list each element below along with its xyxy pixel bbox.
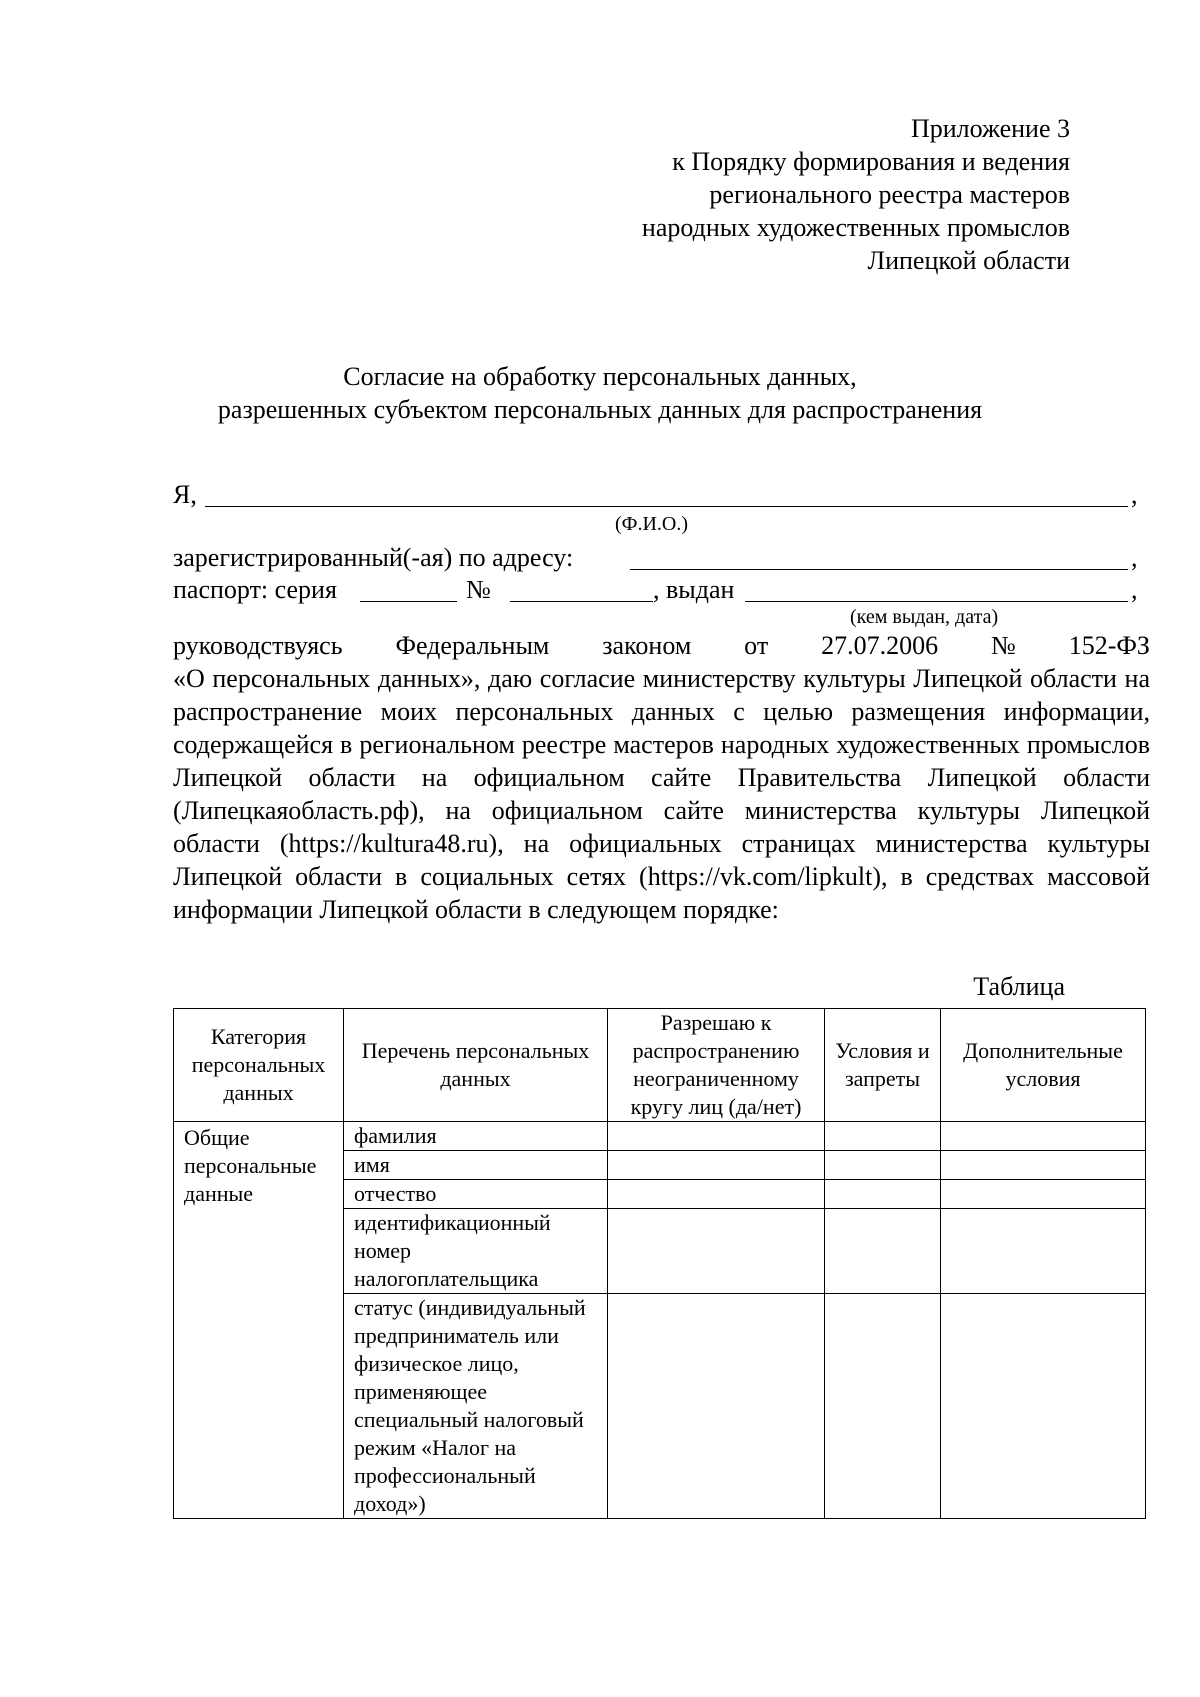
header-conditions: Условия и запреты — [825, 1009, 941, 1122]
comma: , — [1131, 543, 1138, 572]
address-field[interactable] — [630, 569, 1128, 570]
data-item-cell: идентификационный номер налогоплательщика — [344, 1209, 608, 1294]
word: 27.07.2006 — [821, 631, 939, 660]
additional-cell[interactable] — [941, 1151, 1146, 1180]
address-label: зарегистрированный(-ая) по адресу: — [173, 543, 574, 572]
number-sign: № — [466, 575, 491, 604]
issued-by-field[interactable] — [745, 601, 1128, 602]
header-additional: Дополнительные условия — [941, 1009, 1146, 1122]
comma: , — [1131, 480, 1138, 509]
word: 152-ФЗ — [1068, 631, 1150, 660]
conditions-cell[interactable] — [825, 1294, 941, 1519]
title-line-2: разрешенных субъектом персональных данных для распространения — [217, 395, 983, 424]
data-item-cell: статус (индивидуальный предприниматель или физическое лицо, применяющее специальный налоговый режим «Налог на профессиональный доход») — [344, 1294, 608, 1519]
appendix-line: народных художественных промыслов — [641, 213, 1070, 242]
passport-label: паспорт: серия — [173, 575, 337, 604]
personal-data-table — [173, 1008, 1146, 1519]
issued-label: , выдан — [653, 575, 735, 604]
conditions-cell[interactable] — [825, 1151, 941, 1180]
permission-cell[interactable] — [608, 1122, 825, 1151]
appendix-line: регионального реестра мастеров — [709, 180, 1070, 209]
permission-cell[interactable] — [608, 1180, 825, 1209]
category-cell: Общие персональные данные — [174, 1122, 344, 1519]
conditions-cell[interactable] — [825, 1209, 941, 1294]
header-permission: Разрешаю к распространению неограниченному кругу лиц (да/нет) — [608, 1009, 825, 1122]
word: руководствуясь — [173, 631, 343, 660]
additional-cell[interactable] — [941, 1209, 1146, 1294]
word: от — [744, 631, 769, 660]
conditions-cell[interactable] — [825, 1180, 941, 1209]
consent-paragraph — [173, 629, 1150, 926]
additional-cell[interactable] — [941, 1180, 1146, 1209]
data-item-cell: отчество — [344, 1180, 608, 1209]
word: № — [990, 631, 1016, 660]
additional-cell[interactable] — [941, 1294, 1146, 1519]
fio-field[interactable] — [205, 506, 1128, 507]
title-line-1: Согласие на обработку персональных данных, — [343, 362, 857, 391]
passport-number-field[interactable] — [510, 601, 653, 602]
appendix-line: Приложение 3 — [910, 114, 1070, 143]
comma: , — [1131, 575, 1138, 604]
permission-cell[interactable] — [608, 1209, 825, 1294]
document-title — [0, 360, 1200, 426]
appendix-line: к Порядку формирования и ведения — [672, 147, 1070, 176]
word: законом — [602, 631, 692, 660]
header-list: Перечень персональных данных — [344, 1009, 608, 1122]
data-item-cell: фамилия — [344, 1122, 608, 1151]
appendix-line: Липецкой области — [867, 246, 1070, 275]
word: Федеральным — [395, 631, 550, 660]
conditions-cell[interactable] — [825, 1122, 941, 1151]
table-label: Таблица — [973, 972, 1065, 1001]
additional-cell[interactable] — [941, 1122, 1146, 1151]
permission-cell[interactable] — [608, 1294, 825, 1519]
fio-caption: (Ф.И.О.) — [615, 513, 689, 535]
table-row — [174, 1122, 1146, 1151]
first-line — [173, 629, 1150, 662]
issued-caption: (кем выдан, дата) — [850, 606, 999, 628]
data-item-cell: имя — [344, 1151, 608, 1180]
header-category: Категория персональных данных — [174, 1009, 344, 1122]
table-header-row — [174, 1009, 1146, 1122]
appendix-header — [642, 112, 1070, 277]
ya-label: Я, — [173, 480, 197, 509]
passport-series-field[interactable] — [360, 601, 457, 602]
permission-cell[interactable] — [608, 1151, 825, 1180]
paragraph-text: «О персональных данных», даю согласие министерству культуры Липецкой области на распространение моих персональных данных с целью размещения информации, содержащейся в региональном реестре мастеров народных художественных промыслов Липецкой области на официальном сайте Правительства Липецкой области (Липецкаяобласть.рф), на официальном сайте министерства культуры Липецкой области (https://kultura48.ru), на официальных страницах министерства культуры Липецкой области в социальных сетях (https://vk.com/lipkult), в средствах массовой информации Липецкой области в следующем порядке: — [173, 664, 1150, 924]
